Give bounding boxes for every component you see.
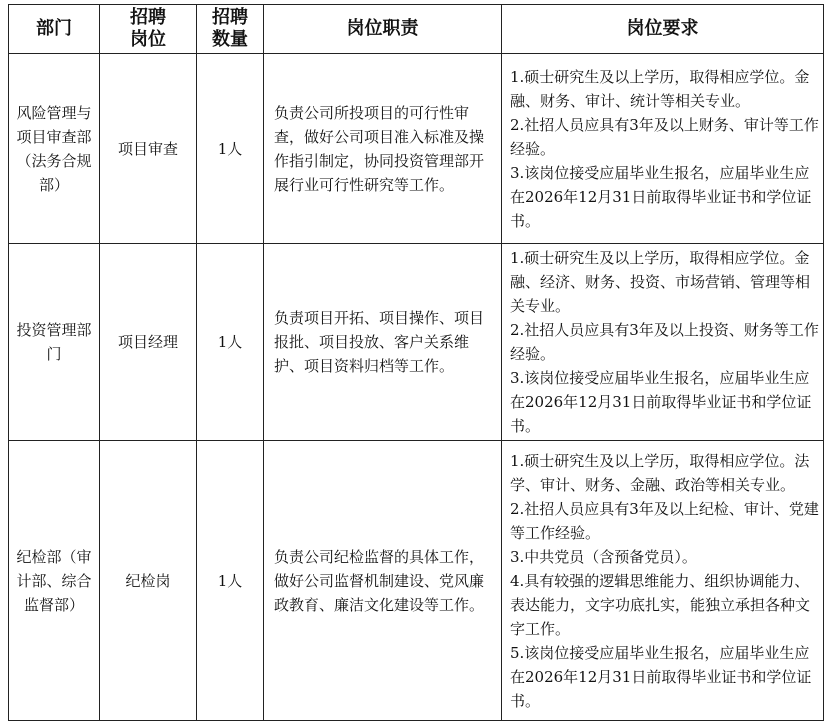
requirement-item: 3.该岗位接受应届毕业生报名，应届毕业生应在2026年12月31日前取得毕业证书和学位证书。 [510, 163, 812, 230]
department-cell: 投资管理部门 [9, 244, 100, 441]
requirements-cell [502, 441, 824, 721]
requirement-item: 2.社招人员应具有3年及以上财务、审计等工作经验。 [510, 115, 819, 158]
requirements-cell [502, 244, 824, 441]
position-cell: 项目经理 [100, 244, 197, 441]
table-row [9, 244, 824, 441]
table-row [9, 54, 824, 244]
header-position: 招聘 岗位 [100, 5, 197, 54]
table-row [9, 441, 824, 721]
recruitment-table [8, 4, 824, 721]
requirement-item: 2.社招人员应具有3年及以上纪检、审计、党建等工作经验。 [510, 499, 819, 542]
position-cell: 纪检岗 [100, 441, 197, 721]
position-cell: 项目审查 [100, 54, 197, 244]
requirement-item: 2.社招人员应具有3年及以上投资、财务等工作经验。 [510, 321, 819, 363]
count-cell: 1人 [197, 441, 264, 721]
requirement-item: 1.硕士研究生及以上学历，取得相应学位。金融、财务、审计、统计等相关专业。 [510, 67, 810, 110]
requirement-item: 1.硕士研究生及以上学历，取得相应学位。法学、审计、财务、金融、政治等相关专业。 [510, 451, 810, 494]
count-cell: 1人 [197, 244, 264, 441]
header-duty: 岗位职责 [264, 5, 502, 54]
duty-cell: 负责公司所投项目的可行性审查，做好公司项目准入标准及操作指引制定，协同投资管理部开展行业可行性研究等工作。 [264, 54, 502, 244]
requirements-cell [502, 54, 824, 244]
department-cell: 纪检部（审计部、综合监督部） [9, 441, 100, 721]
count-cell: 1人 [197, 54, 264, 244]
duty-cell: 负责公司纪检监督的具体工作，做好公司监督机制建设、党风廉政教育、廉洁文化建设等工作。 [264, 441, 502, 721]
requirement-item: 3.该岗位接受应届毕业生报名，应届毕业生应在2026年12月31日前取得毕业证书和学位证书。 [510, 369, 812, 435]
requirement-item: 3.中共党员（含预备党员）。 [510, 547, 697, 566]
header-count: 招聘 数量 [197, 5, 264, 54]
requirement-item: 4.具有较强的逻辑思维能力、组织协调能力、表达能力，文字功底扎实，能独立承担各种文字工作。 [510, 571, 811, 638]
requirement-item: 1.硕士研究生及以上学历，取得相应学位。金融、经济、财务、投资、市场营销、管理等相关专业。 [510, 249, 811, 315]
duty-cell: 负责项目开拓、项目操作、项目报批、项目投放、客户关系维护、项目资料归档等工作。 [264, 244, 502, 441]
requirement-item: 5.该岗位接受应届毕业生报名，应届毕业生应在2026年12月31日前取得毕业证书和学位证书。 [510, 643, 812, 710]
header-department: 部门 [9, 5, 100, 54]
header-requirements: 岗位要求 [502, 5, 824, 54]
table-header-row [9, 5, 824, 54]
department-cell: 风险管理与项目审查部（法务合规部） [9, 54, 100, 244]
